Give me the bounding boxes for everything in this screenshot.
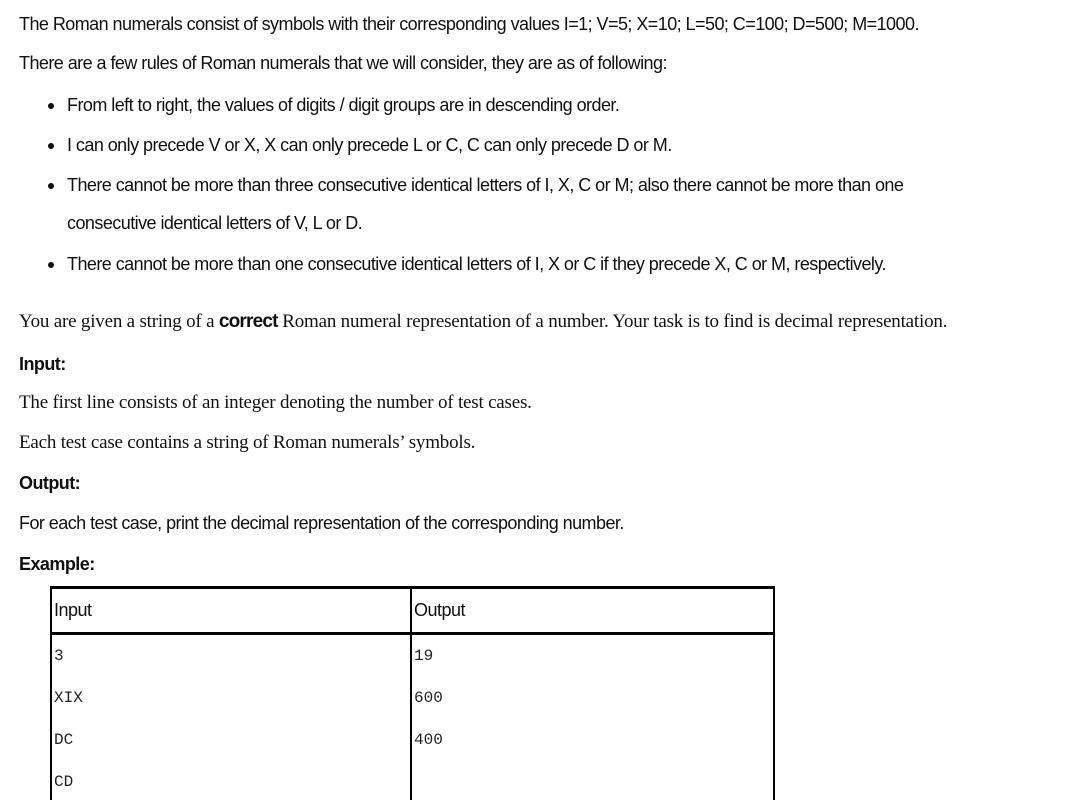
output-cell: 19 [411, 634, 774, 678]
output-cell: 600 [411, 677, 774, 719]
column-header-output: Output [411, 588, 774, 634]
emphasis-correct: correct [218, 311, 278, 332]
bullet-icon [48, 262, 54, 268]
bullet-icon [48, 143, 54, 149]
table-row [51, 634, 774, 678]
example-heading: Example: [19, 554, 95, 574]
table-row [51, 677, 774, 719]
rule-item: From left to right, the values of digits / digit groups are in descending order. [67, 94, 619, 116]
rule-item: I can only precede V or X, X can only precede L or C, C can only precede D or M. [67, 134, 672, 156]
input-cell: CD [51, 761, 411, 800]
output-cell: 400 [411, 719, 774, 761]
task-description: You are given a string of a correct Roman numeral representation of a number. Your task is to find is decimal representation. [19, 311, 948, 332]
input-cell: 3 [51, 634, 411, 678]
rule-item-continuation: consecutive identical letters of V, L or D. [67, 213, 363, 233]
bullet-icon [48, 183, 54, 189]
input-cell: XIX [51, 677, 411, 719]
rule-item: There cannot be more than one consecutive identical letters of I, X or C if they precede X, C or M, respectively. [67, 253, 886, 275]
intro-values-line: The Roman numerals consist of symbols with their corresponding values I=1; V=5; X=10; L=50; C=100; D=500; M=1000. [19, 14, 919, 34]
output-description-line: For each test case, print the decimal representation of the corresponding number. [19, 513, 624, 533]
output-cell [411, 761, 774, 800]
input-description-line: Each test case contains a string of Roman numerals’ symbols. [19, 432, 476, 453]
intro-rules-line: There are a few rules of Roman numerals that we will consider, they are as of following: [19, 53, 667, 73]
table-row [51, 761, 774, 800]
input-cell: DC [51, 719, 411, 761]
rule-item: There cannot be more than three consecutive identical letters of I, X, C or M; also there cannot be more than one [67, 174, 903, 196]
table-row [51, 719, 774, 761]
example-table [50, 586, 775, 800]
bullet-icon [48, 103, 54, 109]
input-description-line: The first line consists of an integer denoting the number of test cases. [19, 392, 532, 413]
output-heading: Output: [19, 473, 81, 493]
input-heading: Input: [19, 354, 66, 374]
table-header-row [51, 588, 774, 634]
column-header-input: Input [51, 588, 411, 634]
